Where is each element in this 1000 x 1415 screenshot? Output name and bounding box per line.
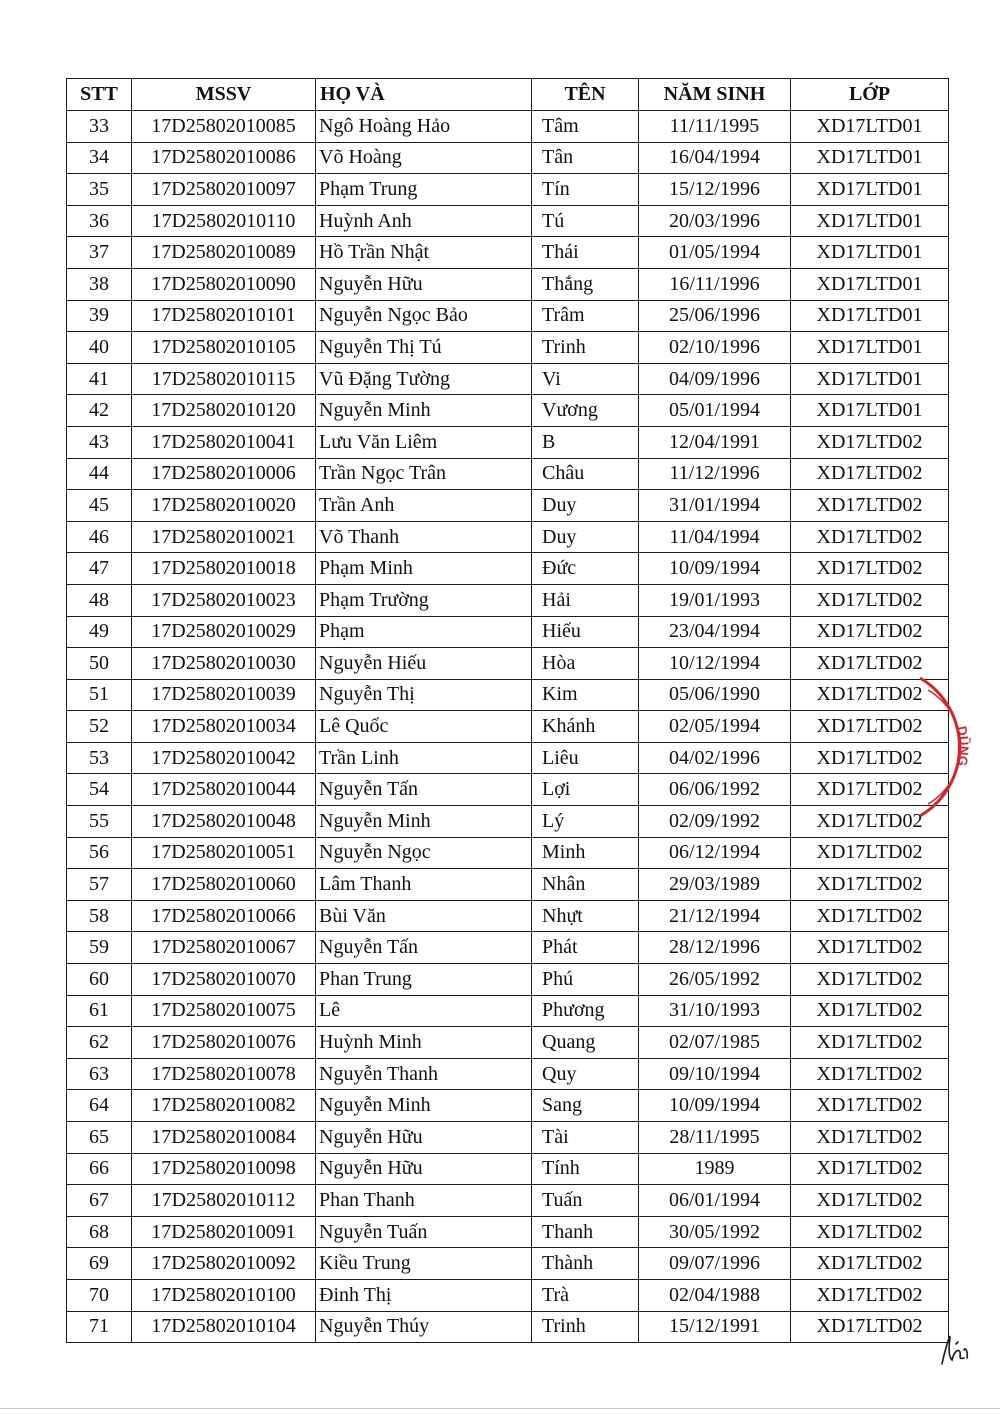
table-row (67, 932, 949, 964)
cell-stt: 34 (67, 142, 132, 174)
cell-mssv: 17D25802010091 (132, 1216, 316, 1248)
cell-lop: XD17LTD01 (791, 395, 949, 427)
cell-lop: XD17LTD02 (791, 1153, 949, 1185)
cell-ten: Vi (532, 363, 639, 395)
cell-ten: Tâm (532, 111, 639, 143)
cell-stt: 67 (67, 1185, 132, 1217)
table-row (67, 395, 949, 427)
cell-ho-va: Phạm (316, 616, 532, 648)
table-row (67, 837, 949, 869)
cell-ten: Hiếu (532, 616, 639, 648)
cell-ho-va: Nguyễn Tấn (316, 932, 532, 964)
cell-ho-va: Phan Trung (316, 964, 532, 996)
cell-mssv: 17D25802010066 (132, 900, 316, 932)
cell-nam-sinh: 28/11/1995 (639, 1122, 791, 1154)
cell-ho-va: Huỳnh Anh (316, 205, 532, 237)
cell-ten: Nhân (532, 869, 639, 901)
cell-ten: Tuấn (532, 1185, 639, 1217)
cell-mssv: 17D25802010076 (132, 1027, 316, 1059)
cell-ten: Phương (532, 995, 639, 1027)
cell-lop: XD17LTD02 (791, 584, 949, 616)
cell-lop: XD17LTD01 (791, 268, 949, 300)
cell-ten: Hải (532, 584, 639, 616)
cell-ho-va: Nguyễn Tuấn (316, 1216, 532, 1248)
cell-lop: XD17LTD01 (791, 300, 949, 332)
cell-mssv: 17D25802010085 (132, 111, 316, 143)
cell-stt: 63 (67, 1058, 132, 1090)
cell-ten: Duy (532, 490, 639, 522)
cell-ten: Lý (532, 806, 639, 838)
cell-lop: XD17LTD02 (791, 837, 949, 869)
cell-ho-va: Huỳnh Minh (316, 1027, 532, 1059)
handwritten-signature (934, 1330, 974, 1370)
table-row (67, 332, 949, 364)
cell-lop: XD17LTD01 (791, 363, 949, 395)
cell-lop: XD17LTD02 (791, 900, 949, 932)
cell-nam-sinh: 06/12/1994 (639, 837, 791, 869)
cell-ho-va: Võ Hoàng (316, 142, 532, 174)
cell-nam-sinh: 02/07/1985 (639, 1027, 791, 1059)
cell-stt: 47 (67, 553, 132, 585)
cell-stt: 70 (67, 1279, 132, 1311)
table-row (67, 205, 949, 237)
cell-lop: XD17LTD01 (791, 237, 949, 269)
cell-stt: 57 (67, 869, 132, 901)
cell-stt: 58 (67, 900, 132, 932)
cell-ho-va: Võ Thanh (316, 521, 532, 553)
stamp-text-path: DŨNG (954, 724, 972, 768)
cell-ho-va: Trần Linh (316, 742, 532, 774)
cell-mssv: 17D25802010041 (132, 426, 316, 458)
stamp-text (954, 725, 971, 767)
table-row (67, 1311, 949, 1343)
cell-stt: 62 (67, 1027, 132, 1059)
cell-ho-va: Phạm Trung (316, 174, 532, 206)
cell-ten: Thái (532, 237, 639, 269)
cell-nam-sinh: 05/01/1994 (639, 395, 791, 427)
cell-lop: XD17LTD01 (791, 205, 949, 237)
cell-ho-va: Nguyễn Minh (316, 395, 532, 427)
cell-nam-sinh: 01/05/1994 (639, 237, 791, 269)
table-row (67, 521, 949, 553)
table-row (67, 426, 949, 458)
cell-nam-sinh: 29/03/1989 (639, 869, 791, 901)
cell-nam-sinh: 02/04/1988 (639, 1279, 791, 1311)
cell-mssv: 17D25802010090 (132, 268, 316, 300)
table-row (67, 1153, 949, 1185)
cell-stt: 51 (67, 679, 132, 711)
table-row (67, 648, 949, 680)
cell-mssv: 17D25802010082 (132, 1090, 316, 1122)
cell-ho-va: Nguyễn Thị (316, 679, 532, 711)
cell-stt: 55 (67, 806, 132, 838)
table-row (67, 1090, 949, 1122)
cell-lop: XD17LTD02 (791, 932, 949, 964)
cell-lop: XD17LTD02 (791, 490, 949, 522)
cell-ho-va: Nguyễn Ngọc (316, 837, 532, 869)
table-row (67, 490, 949, 522)
header-mssv: MSSV (132, 79, 316, 111)
table-row (67, 268, 949, 300)
cell-lop: XD17LTD02 (791, 616, 949, 648)
cell-nam-sinh: 30/05/1992 (639, 1216, 791, 1248)
cell-nam-sinh: 02/09/1992 (639, 806, 791, 838)
cell-stt: 39 (67, 300, 132, 332)
cell-ten: Phát (532, 932, 639, 964)
cell-ten: Nhựt (532, 900, 639, 932)
cell-ho-va: Ngô Hoàng Hảo (316, 111, 532, 143)
table-row (67, 869, 949, 901)
cell-lop: XD17LTD02 (791, 1185, 949, 1217)
cell-stt: 61 (67, 995, 132, 1027)
cell-mssv: 17D25802010021 (132, 521, 316, 553)
cell-ho-va: Nguyễn Hữu (316, 268, 532, 300)
cell-mssv: 17D25802010086 (132, 142, 316, 174)
cell-ho-va: Trần Anh (316, 490, 532, 522)
cell-stt: 48 (67, 584, 132, 616)
cell-lop: XD17LTD01 (791, 142, 949, 174)
cell-stt: 68 (67, 1216, 132, 1248)
header-nam-sinh: NĂM SINH (639, 79, 791, 111)
cell-nam-sinh: 1989 (639, 1153, 791, 1185)
cell-stt: 60 (67, 964, 132, 996)
cell-ho-va: Lê (316, 995, 532, 1027)
cell-mssv: 17D25802010115 (132, 363, 316, 395)
cell-lop: XD17LTD02 (791, 1090, 949, 1122)
cell-ho-va: Nguyễn Thanh (316, 1058, 532, 1090)
table-row (67, 900, 949, 932)
cell-ho-va: Phạm Minh (316, 553, 532, 585)
cell-stt: 69 (67, 1248, 132, 1280)
cell-lop: XD17LTD01 (791, 174, 949, 206)
table-row (67, 174, 949, 206)
header-stt: STT (67, 79, 132, 111)
cell-ho-va: Bùi Văn (316, 900, 532, 932)
table-row (67, 774, 949, 806)
table-row (67, 1027, 949, 1059)
cell-mssv: 17D25802010034 (132, 711, 316, 743)
cell-nam-sinh: 11/12/1996 (639, 458, 791, 490)
cell-stt: 41 (67, 363, 132, 395)
cell-ho-va: Nguyễn Minh (316, 806, 532, 838)
table-row (67, 806, 949, 838)
table-row (67, 1279, 949, 1311)
cell-stt: 44 (67, 458, 132, 490)
cell-ho-va: Hồ Trần Nhật (316, 237, 532, 269)
cell-nam-sinh: 16/04/1994 (639, 142, 791, 174)
cell-ho-va: Nguyễn Hiếu (316, 648, 532, 680)
cell-ten: Phú (532, 964, 639, 996)
cell-mssv: 17D25802010067 (132, 932, 316, 964)
table-row (67, 616, 949, 648)
cell-mssv: 17D25802010104 (132, 1311, 316, 1343)
cell-mssv: 17D25802010105 (132, 332, 316, 364)
cell-mssv: 17D25802010018 (132, 553, 316, 585)
cell-ho-va: Nguyễn Ngọc Bảo (316, 300, 532, 332)
header-ten: TÊN (532, 79, 639, 111)
cell-stt: 64 (67, 1090, 132, 1122)
cell-lop: XD17LTD02 (791, 1027, 949, 1059)
cell-ho-va: Phạm Trường (316, 584, 532, 616)
cell-mssv: 17D25802010097 (132, 174, 316, 206)
cell-lop: XD17LTD02 (791, 679, 949, 711)
table-body (67, 111, 949, 1343)
cell-lop: XD17LTD02 (791, 1216, 949, 1248)
cell-ten: Khánh (532, 711, 639, 743)
table-row (67, 1122, 949, 1154)
cell-ho-va: Phan Thanh (316, 1185, 532, 1217)
cell-mssv: 17D25802010092 (132, 1248, 316, 1280)
cell-ten: Trinh (532, 332, 639, 364)
cell-stt: 45 (67, 490, 132, 522)
table-row (67, 142, 949, 174)
table-row (67, 363, 949, 395)
cell-ho-va: Kiều Trung (316, 1248, 532, 1280)
cell-ten: Trâm (532, 300, 639, 332)
cell-nam-sinh: 23/04/1994 (639, 616, 791, 648)
cell-ho-va: Lê Quốc (316, 711, 532, 743)
cell-mssv: 17D25802010051 (132, 837, 316, 869)
cell-stt: 71 (67, 1311, 132, 1343)
table-row (67, 300, 949, 332)
cell-stt: 33 (67, 111, 132, 143)
cell-nam-sinh: 11/11/1995 (639, 111, 791, 143)
cell-nam-sinh: 12/04/1991 (639, 426, 791, 458)
cell-ten: Trà (532, 1279, 639, 1311)
table-row (67, 458, 949, 490)
cell-stt: 43 (67, 426, 132, 458)
cell-stt: 42 (67, 395, 132, 427)
cell-stt: 46 (67, 521, 132, 553)
cell-nam-sinh: 02/05/1994 (639, 711, 791, 743)
cell-ten: Sang (532, 1090, 639, 1122)
cell-nam-sinh: 19/01/1993 (639, 584, 791, 616)
cell-ten: B (532, 426, 639, 458)
cell-mssv: 17D25802010075 (132, 995, 316, 1027)
cell-lop: XD17LTD02 (791, 995, 949, 1027)
cell-mssv: 17D25802010089 (132, 237, 316, 269)
cell-nam-sinh: 06/01/1994 (639, 1185, 791, 1217)
cell-lop: XD17LTD02 (791, 553, 949, 585)
cell-mssv: 17D25802010030 (132, 648, 316, 680)
cell-ten: Thành (532, 1248, 639, 1280)
cell-nam-sinh: 10/09/1994 (639, 1090, 791, 1122)
cell-ho-va: Lưu Văn Liêm (316, 426, 532, 458)
cell-mssv: 17D25802010060 (132, 869, 316, 901)
cell-lop: XD17LTD02 (791, 1248, 949, 1280)
cell-stt: 53 (67, 742, 132, 774)
cell-lop: XD17LTD01 (791, 332, 949, 364)
cell-ho-va: Nguyễn Tấn (316, 774, 532, 806)
cell-lop: XD17LTD02 (791, 648, 949, 680)
cell-nam-sinh: 15/12/1996 (639, 174, 791, 206)
header-row (67, 79, 949, 111)
cell-nam-sinh: 25/06/1996 (639, 300, 791, 332)
cell-nam-sinh: 10/09/1994 (639, 553, 791, 585)
cell-ho-va: Nguyễn Thúy (316, 1311, 532, 1343)
cell-stt: 54 (67, 774, 132, 806)
cell-lop: XD17LTD02 (791, 711, 949, 743)
cell-lop: XD17LTD02 (791, 806, 949, 838)
cell-ho-va: Nguyễn Minh (316, 1090, 532, 1122)
cell-lop: XD17LTD02 (791, 1058, 949, 1090)
cell-mssv: 17D25802010110 (132, 205, 316, 237)
cell-stt: 35 (67, 174, 132, 206)
cell-mssv: 17D25802010042 (132, 742, 316, 774)
cell-nam-sinh: 20/03/1996 (639, 205, 791, 237)
cell-stt: 36 (67, 205, 132, 237)
header-lop: LỚP (791, 79, 949, 111)
cell-ten: Liêu (532, 742, 639, 774)
cell-nam-sinh: 10/12/1994 (639, 648, 791, 680)
cell-ten: Trinh (532, 1311, 639, 1343)
cell-stt: 66 (67, 1153, 132, 1185)
cell-stt: 38 (67, 268, 132, 300)
header-ho-va: HỌ VÀ (316, 79, 532, 111)
cell-mssv: 17D25802010044 (132, 774, 316, 806)
cell-lop: XD17LTD02 (791, 1311, 949, 1343)
table-row (67, 1248, 949, 1280)
cell-ho-va: Vũ Đặng Tường (316, 363, 532, 395)
cell-lop: XD17LTD02 (791, 458, 949, 490)
table-row (67, 1216, 949, 1248)
cell-ten: Tín (532, 174, 639, 206)
cell-lop: XD17LTD02 (791, 742, 949, 774)
cell-ho-va: Nguyễn Thị Tú (316, 332, 532, 364)
cell-mssv: 17D25802010029 (132, 616, 316, 648)
cell-stt: 50 (67, 648, 132, 680)
cell-nam-sinh: 09/10/1994 (639, 1058, 791, 1090)
cell-mssv: 17D25802010023 (132, 584, 316, 616)
cell-stt: 59 (67, 932, 132, 964)
cell-ten: Hòa (532, 648, 639, 680)
cell-ten: Châu (532, 458, 639, 490)
cell-ten: Quy (532, 1058, 639, 1090)
cell-nam-sinh: 02/10/1996 (639, 332, 791, 364)
student-list-table (66, 78, 949, 1343)
cell-nam-sinh: 11/04/1994 (639, 521, 791, 553)
cell-mssv: 17D25802010084 (132, 1122, 316, 1154)
cell-mssv: 17D25802010039 (132, 679, 316, 711)
cell-ten: Duy (532, 521, 639, 553)
cell-lop: XD17LTD02 (791, 774, 949, 806)
table-row (67, 553, 949, 585)
table-row (67, 995, 949, 1027)
cell-lop: XD17LTD01 (791, 111, 949, 143)
cell-lop: XD17LTD02 (791, 869, 949, 901)
cell-nam-sinh: 16/11/1996 (639, 268, 791, 300)
cell-lop: XD17LTD02 (791, 426, 949, 458)
cell-nam-sinh: 21/12/1994 (639, 900, 791, 932)
cell-nam-sinh: 04/09/1996 (639, 363, 791, 395)
cell-stt: 56 (67, 837, 132, 869)
cell-ten: Minh (532, 837, 639, 869)
table-row (67, 1185, 949, 1217)
cell-nam-sinh: 28/12/1996 (639, 932, 791, 964)
table-row (67, 584, 949, 616)
cell-ho-va: Trần Ngọc Trân (316, 458, 532, 490)
cell-ten: Đức (532, 553, 639, 585)
cell-nam-sinh: 06/06/1992 (639, 774, 791, 806)
cell-mssv: 17D25802010120 (132, 395, 316, 427)
cell-mssv: 17D25802010020 (132, 490, 316, 522)
cell-ten: Tân (532, 142, 639, 174)
cell-lop: XD17LTD02 (791, 1122, 949, 1154)
cell-nam-sinh: 04/02/1996 (639, 742, 791, 774)
table-row (67, 111, 949, 143)
cell-stt: 40 (67, 332, 132, 364)
cell-lop: XD17LTD02 (791, 1279, 949, 1311)
cell-mssv: 17D25802010112 (132, 1185, 316, 1217)
table-row (67, 742, 949, 774)
cell-mssv: 17D25802010100 (132, 1279, 316, 1311)
cell-nam-sinh: 31/01/1994 (639, 490, 791, 522)
cell-nam-sinh: 05/06/1990 (639, 679, 791, 711)
cell-ten: Thắng (532, 268, 639, 300)
cell-mssv: 17D25802010101 (132, 300, 316, 332)
cell-ho-va: Nguyễn Hữu (316, 1122, 532, 1154)
cell-lop: XD17LTD02 (791, 521, 949, 553)
table-row (67, 1058, 949, 1090)
cell-ten: Lợi (532, 774, 639, 806)
cell-ten: Tài (532, 1122, 639, 1154)
cell-mssv: 17D25802010048 (132, 806, 316, 838)
cell-ten: Vương (532, 395, 639, 427)
cell-lop: XD17LTD02 (791, 964, 949, 996)
cell-stt: 52 (67, 711, 132, 743)
cell-ho-va: Đinh Thị (316, 1279, 532, 1311)
cell-ten: Thanh (532, 1216, 639, 1248)
table-row (67, 964, 949, 996)
cell-ten: Tú (532, 205, 639, 237)
cell-stt: 65 (67, 1122, 132, 1154)
cell-stt: 49 (67, 616, 132, 648)
cell-nam-sinh: 15/12/1991 (639, 1311, 791, 1343)
cell-mssv: 17D25802010098 (132, 1153, 316, 1185)
cell-ho-va: Nguyễn Hữu (316, 1153, 532, 1185)
table-header (67, 79, 949, 111)
cell-mssv: 17D25802010070 (132, 964, 316, 996)
cell-nam-sinh: 26/05/1992 (639, 964, 791, 996)
cell-nam-sinh: 09/07/1996 (639, 1248, 791, 1280)
cell-stt: 37 (67, 237, 132, 269)
cell-ten: Quang (532, 1027, 639, 1059)
page-bottom-rule (0, 1408, 1000, 1409)
cell-ten: Tính (532, 1153, 639, 1185)
cell-mssv: 17D25802010078 (132, 1058, 316, 1090)
table-row (67, 237, 949, 269)
cell-ten: Kim (532, 679, 639, 711)
table-row (67, 679, 949, 711)
signature-stroke (942, 1336, 967, 1364)
cell-mssv: 17D25802010006 (132, 458, 316, 490)
cell-ho-va: Lâm Thanh (316, 869, 532, 901)
cell-nam-sinh: 31/10/1993 (639, 995, 791, 1027)
table-row (67, 711, 949, 743)
